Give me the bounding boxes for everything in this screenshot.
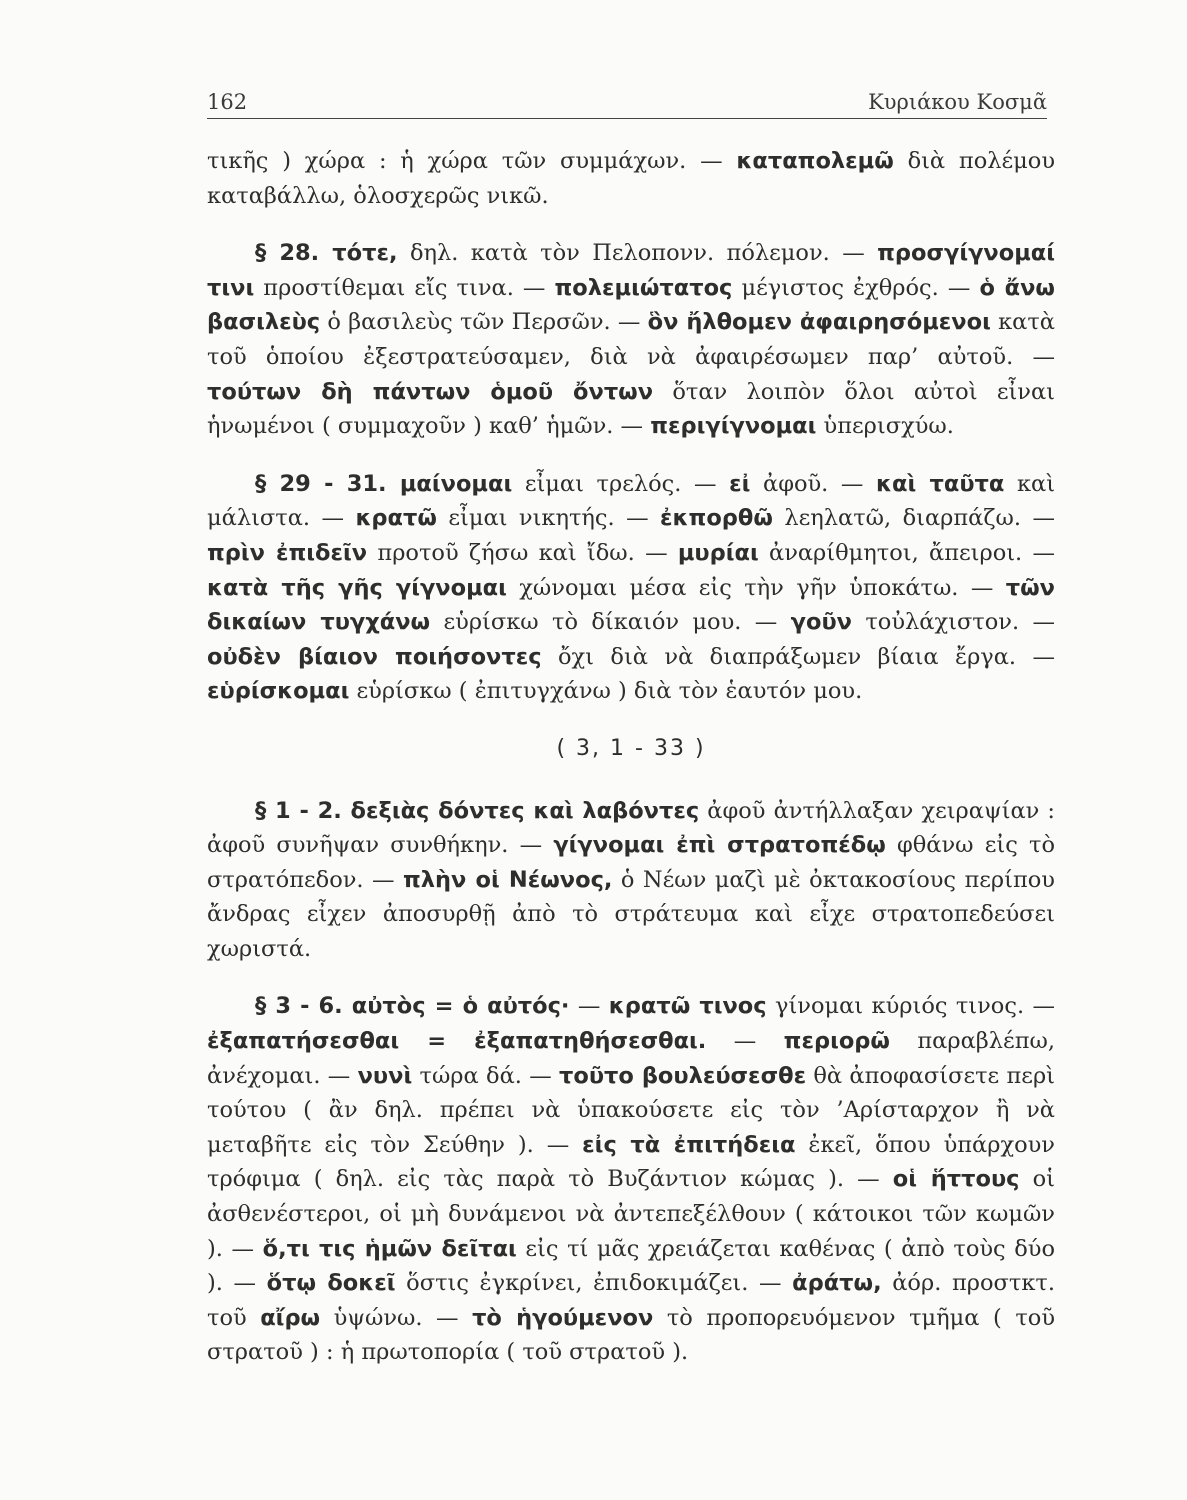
gloss-text: χώνομαι μέσα εἰς τὴν γῆν ὑποκάτω. — [506,574,1006,601]
gloss-text: τικῆς ) χώρα : ἡ χώρα τῶν συμμάχων. — [207,148,737,174]
lemma-term: πολεμιώτατος [554,274,733,301]
gloss-text: — [569,993,609,1020]
paragraph-p4 [207,989,1055,1370]
gloss-text: εὑρίσκω ( ἐπιτυγχάνω ) διὰ τὸν ἑαυτόν μου. [349,678,863,705]
gloss-text: ὁ βασιλεὺς τῶν Περσῶν. — [320,309,648,336]
gloss-text: τοὐλάχιστον. — [851,609,1055,636]
gloss-text: καὶ μάλιστα. — [207,470,1056,532]
gloss-text: ἀόρ. προστκτ. τοῦ [207,1270,1056,1331]
paragraph-p2 [207,467,1055,709]
lemma-term: νυνὶ [357,1062,413,1089]
gloss-text: προτοῦ ζήσω καὶ ἴδω. — [367,539,678,566]
lemma-term: γίγνομαι ἐπὶ στρατοπέδῳ [553,832,886,859]
lemma-term: κρατῶ [355,505,437,532]
gloss-text: εἶμαι νικητής. — [436,505,661,532]
lemma-term: τούτων δὴ πάντων ὁμοῦ ὄντων [207,378,654,405]
lemma-term: ὃν ἤλθομεν ἀφαιρησόμενοι [647,309,991,336]
section-heading: ( 3, 1 - 33 ) [556,735,706,761]
gloss-text: ἐκεῖ, ὅπου ὑπάρχουν τρόφιμα ( δηλ. εἰς τὰς παρὰ τὸ Βυζάντιον κώμας ). — [207,1131,1055,1193]
lemma-term: περιγίγνομαι [650,413,817,440]
lemma-term: εὑρίσκομαι [207,678,350,705]
paragraph-p0 [207,144,1055,213]
gloss-text: ἀφοῦ ἀντήλλαξαν χειραψίαν : ἀφοῦ συνῆψαν συνθήκην. — [207,797,1055,859]
lemma-term: γοῦν [790,609,852,636]
lemma-term: τοῦτο βουλεύσεσθε [559,1062,807,1089]
lemma-term: ὅτῳ δοκεῖ [266,1270,396,1297]
paragraph-p1 [207,236,1055,444]
gloss-text: μέγιστος ἐχθρός. — [732,274,980,301]
gloss-text: ὑψώνω. — [320,1304,473,1331]
lemma-term: § 28. τότε, [255,240,398,267]
gloss-text: δηλ. κατὰ τὸν Πελοπονν. πόλεμον. — [397,240,878,267]
lemma-term: οὐδὲν βίαιον ποιήσοντες [207,643,542,670]
gloss-text: ὁ Νέων μαζὶ μὲ ὀκτακοσίους περίπου ἄνδρας εἶχεν ἀποσυρθῇ ἀπὸ τὸ στράτευμα καὶ εἶχε στρατοπεδεύσει χωριστά. [207,866,1055,962]
lemma-term: εἰς τὰ ἐπιτήδεια [582,1131,796,1158]
lemma-term: πρὶν ἐπιδεῖν [207,539,368,566]
gloss-text: λεηλατῶ, διαρπάζω. — [772,505,1055,532]
gloss-text: ὅταν λοιπὸν ὅλοι αὐτοὶ εἶναι ἡνωμένοι ( συμμαχοῦν ) καθ’ ἡμῶν. — [207,378,1055,440]
gloss-text: εὑρίσκω τὸ δίκαιόν μου. — [430,609,791,636]
lemma-term: ἐκπορθῶ [660,505,773,532]
gloss-text: τὸ προπορευόμενον τμῆμα ( τοῦ στρατοῦ ) : ἡ πρωτοπορία ( τοῦ στρατοῦ ). [207,1304,1055,1366]
paragraph-group-2 [207,794,1055,1371]
lemma-term: προσγίγνομαί τινι [207,240,1055,301]
gloss-text: — [706,1028,784,1055]
gloss-text: κατὰ τοῦ ὁποίου ἐξεστρατεύσαμεν, διὰ νὰ ἀφαιρέσωμεν παρ’ αὐτοῦ. — [207,309,1055,370]
lemma-term: εἰ [729,470,751,497]
gloss-text: θὰ ἀποφασίσετε περὶ τούτου ( ἂν δηλ. πρέπει νὰ ὑπακούσετε εἰς τὸν ’Αρίσταρχον ἢ νὰ μεταβῆτε εἰς τὸν Σεύθην ). — [207,1062,1055,1158]
lemma-term: κατὰ τῆς γῆς γίγνομαι [207,574,507,601]
gloss-text: ὑπερισχύω. [816,413,954,440]
lemma-term: τῶν δικαίων τυγχάνω [207,574,1056,636]
gloss-text: ὅστις ἐγκρίνει, ἐπιδοκιμάζει. — [395,1270,793,1297]
page-header [207,78,1047,119]
gloss-text: διὰ πολέμου καταβάλλω, ὁλοσχερῶς νικῶ. [207,148,1056,209]
lemma-term: μυρίαι [677,539,759,566]
gloss-text: ὄχι διὰ νὰ διαπράξωμεν βίαια ἔργα. — [541,643,1055,670]
lemma-term: καὶ ταῦτα [876,470,1005,497]
gloss-text: γίνομαι κύριός τινος. — [766,993,1056,1020]
gloss-text: εἰς τί μᾶς χρειάζεται καθένας ( ἀπὸ τοὺς δύο ). — [207,1235,1055,1297]
lemma-term: περιορῶ [783,1028,890,1055]
lemma-term: ὅ,τι τις ἡμῶν δεῖται [262,1235,517,1262]
gloss-text: ἀναρίθμητοι, ἄπειροι. — [758,539,1055,566]
lemma-term: § 1 - 2. δεξιὰς δόντες καὶ λαβόντες [255,797,700,824]
body-text [207,144,1055,1393]
page-number: 162 [207,90,248,114]
lemma-term: πλὴν οἱ Νέωνος, [403,866,613,893]
gloss-text: φθάνω εἰς τὸ στρατόπεδον. — [207,832,1055,893]
lemma-term: § 29 - 31. μαίνομαι [255,470,513,497]
lemma-term: § 3 - 6. αὐτὸς = ὁ αὐτός· [255,993,570,1020]
lemma-term: καταπολεμῶ [736,148,894,174]
gloss-text: ἀφοῦ. — [750,470,877,497]
lemma-term: ἐξαπατήσεσθαι = ἐξαπατηθήσεσθαι. [207,1028,707,1055]
lemma-term: αἴρω [260,1304,321,1331]
lemma-term: κρατῶ τινος [608,993,767,1020]
lemma-term: οἱ ἥττους [892,1166,1020,1193]
gloss-text: τώρα δά. — [412,1062,560,1089]
paragraph-p3 [207,794,1055,967]
gloss-text: εἶμαι τρελός. — [512,470,730,497]
gloss-text: παραβλέπω, ἀνέχομαι. — [207,1028,1055,1089]
lemma-term: τὸ ἡγούμενον [472,1304,654,1331]
running-title: Κυριάκου Κοσμᾶ [868,90,1047,114]
gloss-text: οἱ ἀσθενέστεροι, οἱ μὴ δυνάμενοι νὰ ἀντεπεξέλθουν ( κάτοικοι τῶν κωμῶν ). — [207,1166,1055,1262]
paragraph-group-1 [207,144,1055,709]
gloss-text: προστίθεμαι εἴς τινα. — [254,274,555,301]
lemma-term: ἀράτω, [792,1270,882,1297]
lemma-term: ὁ ἄνω βασιλεὺς [207,274,1055,336]
